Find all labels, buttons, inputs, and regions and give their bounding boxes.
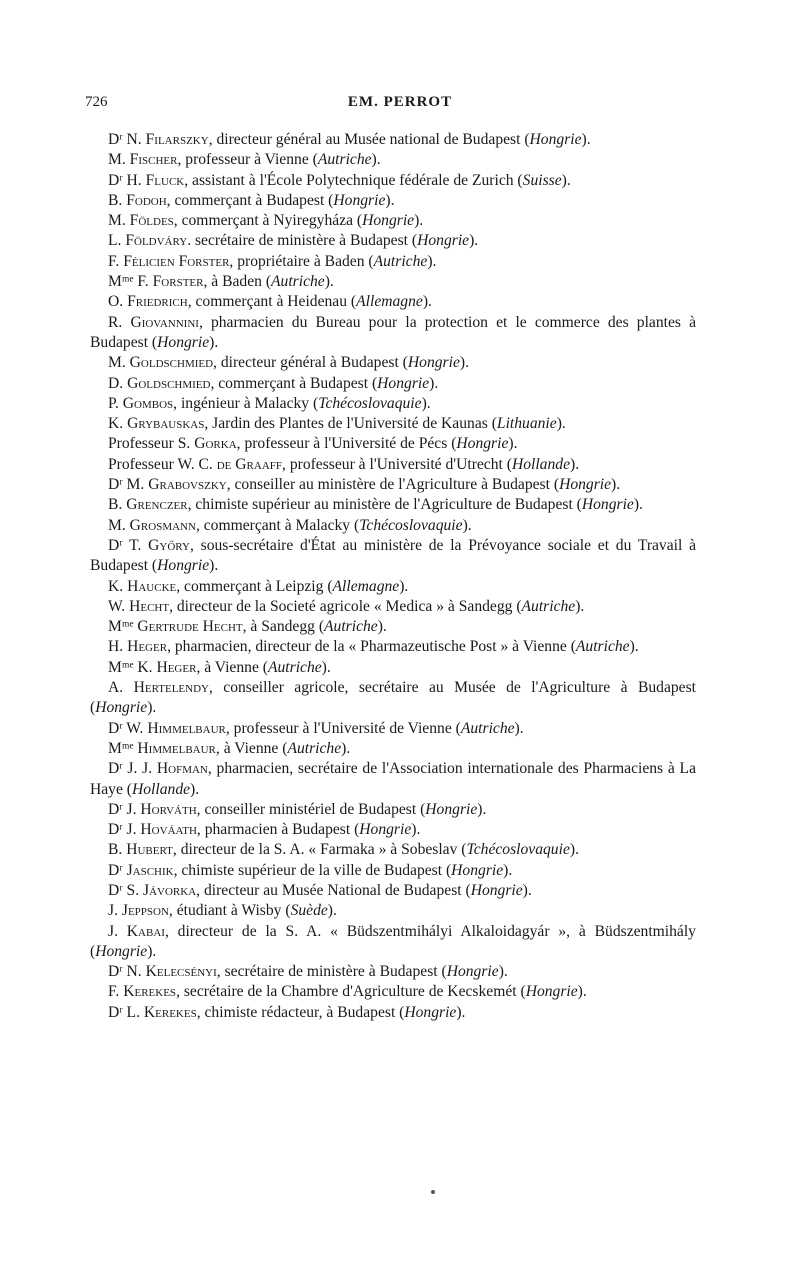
entry-punctuation: ). — [522, 881, 532, 899]
member-name: Kabai — [126, 922, 165, 940]
member-name: Fischer — [129, 151, 178, 169]
member-entry — [90, 637, 696, 657]
member-entry — [90, 719, 696, 739]
member-description: , commerçant à Malacky ( — [195, 516, 360, 534]
member-description: , directeur de la S. A. « Farmaka » à Sobeslav ( — [172, 841, 467, 859]
member-name: de Graaff — [216, 455, 283, 473]
member-title: D. — [108, 374, 124, 392]
member-title: F. — [108, 252, 120, 270]
member-name: Jeppson — [121, 902, 169, 920]
member-country: Hongrie — [425, 800, 478, 818]
entry-punctuation: ). — [514, 719, 524, 737]
member-country: Hongrie — [446, 963, 499, 981]
member-country: Hongrie — [470, 881, 523, 899]
member-entry — [90, 231, 696, 251]
member-description: , chimiste supérieur au ministère de l'Agriculture de Budapest ( — [187, 496, 582, 514]
entry-punctuation: ). — [569, 841, 579, 859]
member-country: Tchécoslovaquie — [318, 394, 422, 412]
member-country: Hongrie — [95, 942, 148, 960]
entry-punctuation: ). — [508, 435, 518, 453]
member-entry — [90, 800, 696, 820]
member-name: Grabovszky — [148, 476, 227, 494]
member-entry — [90, 475, 696, 495]
member-title: W. — [108, 597, 126, 615]
member-description: , chimiste supérieur de la ville de Budapest ( — [173, 861, 452, 879]
member-name: Kerekes — [143, 1003, 197, 1021]
member-title: Professeur S. — [108, 435, 191, 453]
member-title: Mᵐᵉ F. — [108, 273, 149, 291]
member-description: , pharmacien, secrétaire de l'Association internationale des Pharmaciens à La Haye ( — [90, 760, 696, 798]
entry-punctuation: ). — [498, 963, 508, 981]
member-country: Autriche — [271, 273, 325, 291]
member-title: L. — [108, 232, 122, 250]
entry-punctuation: ). — [429, 374, 439, 392]
member-title: M. — [108, 212, 126, 230]
entry-punctuation: ). — [456, 1003, 466, 1021]
member-entry — [90, 658, 696, 678]
member-name: Himmelbaur — [147, 719, 226, 737]
member-name: Hofman — [156, 760, 208, 778]
member-entry — [90, 922, 696, 963]
entry-punctuation: ). — [570, 455, 580, 473]
member-entry — [90, 272, 696, 292]
member-country: Hollande — [132, 780, 191, 798]
member-entry — [90, 861, 696, 881]
member-entry — [90, 840, 696, 860]
member-country: Hongrie — [404, 1003, 457, 1021]
member-country: Hongrie — [407, 354, 460, 372]
member-description: , directeur de la S. A. « Büdszentmihályi Alkaloidagyár », à Büdszentmihály ( — [90, 922, 696, 960]
member-entry — [90, 130, 696, 150]
member-name: Fluck — [145, 171, 185, 189]
member-list — [90, 130, 696, 1023]
member-name: Földváry — [125, 232, 188, 250]
member-description: , conseiller au ministère de l'Agriculture à Budapest ( — [226, 476, 560, 494]
member-entry — [90, 962, 696, 982]
entry-punctuation: ). — [209, 333, 219, 351]
member-title: Dʳ J. — [108, 800, 137, 818]
member-title: Dʳ W. — [108, 719, 144, 737]
member-country: Autriche — [324, 618, 378, 636]
entry-punctuation: ). — [399, 577, 409, 595]
member-entry — [90, 597, 696, 617]
member-country: Autriche — [460, 719, 515, 737]
member-entry — [90, 191, 696, 211]
member-title: B. — [108, 191, 123, 209]
entry-punctuation: ). — [633, 496, 643, 514]
member-title: Dʳ N. — [108, 131, 142, 148]
member-name: Jaschik — [126, 861, 174, 879]
member-name: Horváth — [140, 800, 197, 818]
member-title: A. — [108, 679, 124, 697]
member-title: O. — [108, 293, 124, 311]
member-entry — [90, 495, 696, 515]
member-name: Grybauskas — [127, 415, 205, 433]
entry-punctuation: ). — [561, 171, 571, 189]
member-title: M. — [108, 354, 126, 372]
entry-punctuation: ). — [341, 739, 351, 757]
member-name: Hertelendy — [133, 679, 209, 697]
entry-punctuation: ). — [421, 394, 431, 412]
member-entry — [90, 739, 696, 759]
member-entry — [90, 678, 696, 719]
member-title: K. — [108, 577, 124, 595]
member-description: , professeur à Vienne ( — [177, 151, 318, 169]
member-description: , secrétaire de ministère à Budapest ( — [216, 963, 447, 981]
member-title: M. — [108, 151, 126, 169]
member-entry — [90, 901, 696, 921]
member-country: Autriche — [575, 638, 630, 656]
member-title: B. — [108, 496, 123, 514]
member-country: Tchécoslovaquie — [359, 516, 463, 534]
member-entry — [90, 150, 696, 170]
entry-punctuation: ). — [503, 861, 513, 879]
member-description: , directeur au Musée National de Budapest ( — [196, 881, 471, 899]
member-entry — [90, 313, 696, 354]
member-description: , sous-secrétaire d'État au ministère de la Prévoyance sociale et du Travail à Budapest ( — [90, 536, 696, 575]
member-description: , pharmacien du Bureau pour la protection et le commerce des plantes à Budapest ( — [90, 313, 696, 351]
member-country: Autriche — [267, 658, 322, 676]
entry-punctuation: ). — [611, 476, 621, 494]
member-title: J. — [108, 902, 118, 920]
member-description: , secrétaire de la Chambre d'Agriculture de Kecskemét ( — [176, 983, 526, 1001]
member-entry — [90, 577, 696, 597]
member-name: Filarszky — [145, 131, 209, 148]
member-description: , ingénieur à Malacky ( — [173, 394, 319, 412]
member-title: Dʳ N. — [108, 963, 142, 981]
member-description: , à Baden ( — [203, 273, 272, 291]
member-name: Heger — [127, 638, 168, 656]
entry-punctuation: ). — [190, 780, 200, 798]
member-country: Lithuanie — [496, 415, 557, 433]
member-description: , conseiller agricole, secrétaire au Musée de l'Agriculture à Budapest ( — [90, 679, 696, 717]
member-entry — [90, 516, 696, 536]
member-country: Autriche — [287, 739, 342, 757]
member-title: Dʳ S. — [108, 881, 140, 899]
member-title: P. — [108, 394, 119, 412]
member-name: Friedrich — [127, 293, 188, 311]
member-name: Győry — [148, 536, 190, 554]
member-name: Gertrude Hecht — [137, 618, 243, 636]
member-title: Mᵐᵉ K. — [108, 658, 153, 676]
member-entry — [90, 353, 696, 373]
member-name: Grenczer — [126, 496, 188, 514]
page-mark — [431, 1190, 435, 1194]
member-name: Jávorka — [143, 881, 197, 899]
member-title: Dʳ M. — [108, 476, 145, 494]
member-name: Goldschmied — [129, 354, 214, 372]
entry-punctuation: ). — [371, 151, 381, 169]
member-description: , assistant à l'École Polytechnique fédérale de Zurich ( — [184, 171, 523, 189]
member-entry — [90, 455, 696, 475]
member-country: Hongrie — [157, 333, 210, 351]
member-country: Hongrie — [525, 983, 578, 1001]
member-country: Allemagne — [356, 293, 423, 311]
member-name: Haucke — [127, 577, 177, 595]
member-country: Autriche — [521, 597, 576, 615]
member-name: Kelecsényi — [145, 963, 217, 981]
entry-punctuation: ). — [147, 942, 157, 960]
member-entry — [90, 211, 696, 231]
member-title: Dʳ L. — [108, 1003, 140, 1021]
member-description: , propriétaire à Baden ( — [229, 252, 374, 270]
member-name: Heger — [156, 658, 197, 676]
member-name: Hubert — [126, 841, 173, 859]
member-description: , commerçant à Nyiregyháza ( — [173, 212, 363, 230]
member-title: K. — [108, 415, 124, 433]
member-entry — [90, 252, 696, 272]
member-description: , directeur de la Societé agricole « Medica » à Sandegg ( — [169, 597, 522, 615]
member-title: Dʳ — [108, 861, 123, 879]
member-country: Hongrie — [581, 496, 634, 514]
entry-punctuation: ). — [556, 415, 566, 433]
member-description: , à Vienne ( — [215, 739, 288, 757]
member-entry — [90, 394, 696, 414]
member-title: Dʳ J. — [108, 821, 137, 839]
member-description: , chimiste rédacteur, à Budapest ( — [196, 1003, 405, 1021]
member-name: Gorka — [194, 435, 237, 453]
member-title: J. — [108, 922, 118, 940]
member-name: Kerekes — [123, 983, 177, 1001]
page-number: 726 — [85, 94, 108, 110]
member-title: Mᵐᵉ — [108, 739, 134, 757]
member-country: Allemagne — [332, 577, 400, 595]
member-description: , directeur général au Musée national de Budapest ( — [208, 131, 530, 148]
entry-punctuation: ). — [377, 618, 387, 636]
member-name: Gombos — [122, 394, 174, 412]
member-description: , à Vienne ( — [196, 658, 268, 676]
member-name: Hecht — [129, 597, 170, 615]
entry-punctuation: ). — [411, 821, 421, 839]
member-entry — [90, 820, 696, 840]
member-country: Hongrie — [451, 861, 504, 879]
member-country: Hongrie — [333, 191, 386, 209]
member-title: Mᵐᵉ — [108, 618, 134, 636]
member-description: , commerçant à Heidenau ( — [187, 293, 357, 311]
entry-punctuation: ). — [629, 638, 639, 656]
member-country: Suède — [290, 902, 328, 920]
member-description: , conseiller ministériel de Budapest ( — [196, 800, 426, 818]
member-title: Dʳ H. — [108, 171, 142, 189]
entry-punctuation: ). — [327, 902, 337, 920]
member-description: , à Sandegg ( — [242, 618, 325, 636]
member-description: , commerçant à Leipzig ( — [176, 577, 333, 595]
member-entry — [90, 374, 696, 394]
member-entry — [90, 434, 696, 454]
member-country: Tchécoslovaquie — [466, 841, 570, 859]
running-head: EM. PERROT — [347, 94, 453, 110]
member-entry — [90, 292, 696, 312]
member-entry — [90, 759, 696, 800]
entry-punctuation: ). — [414, 212, 424, 230]
member-title: H. — [108, 638, 124, 656]
entry-punctuation: ). — [459, 354, 469, 372]
entry-punctuation: ). — [422, 293, 432, 311]
member-name: Goldschmied — [127, 374, 211, 392]
member-country: Hongrie — [359, 821, 412, 839]
member-title: Dʳ T. — [108, 536, 142, 554]
member-entry — [90, 1003, 696, 1023]
entry-punctuation: ). — [477, 800, 487, 818]
member-country: Autriche — [317, 151, 372, 169]
member-description: . secrétaire de ministère à Budapest ( — [187, 232, 418, 250]
entry-punctuation: ). — [581, 131, 591, 148]
member-name: Himmelbaur — [137, 739, 216, 757]
member-country: Suisse — [522, 171, 562, 189]
member-name: Giovannini — [130, 313, 199, 331]
member-title: Dʳ J. J. — [108, 760, 153, 778]
member-entry — [90, 414, 696, 434]
entry-punctuation: ). — [469, 232, 479, 250]
member-name: Forster — [152, 273, 204, 291]
member-entry — [90, 171, 696, 191]
entry-punctuation: ). — [575, 597, 585, 615]
member-country: Hongrie — [417, 232, 470, 250]
member-name: Fodoh — [126, 191, 167, 209]
member-country: Hongrie — [456, 435, 509, 453]
member-entry — [90, 881, 696, 901]
member-country: Hongrie — [377, 374, 430, 392]
entry-punctuation: ). — [385, 191, 395, 209]
entry-punctuation: ). — [324, 273, 334, 291]
member-title: M. — [108, 516, 126, 534]
member-title: B. — [108, 841, 123, 859]
member-entry — [90, 536, 696, 577]
member-name: Földes — [129, 212, 174, 230]
member-description: , pharmacien, directeur de la « Pharmazeutische Post » à Vienne ( — [167, 638, 576, 656]
member-name: Grosmann — [129, 516, 196, 534]
member-description: , professeur à l'Université de Vienne ( — [225, 719, 461, 737]
member-title: Professeur W. C. — [108, 455, 213, 473]
entry-punctuation: ). — [577, 983, 587, 1001]
member-description: , commerçant à Budapest ( — [166, 191, 334, 209]
entry-punctuation: ). — [427, 252, 437, 270]
member-description: , pharmacien à Budapest ( — [196, 821, 360, 839]
entry-punctuation: ). — [462, 516, 472, 534]
entry-punctuation: ). — [321, 658, 331, 676]
member-title: R. — [108, 313, 123, 331]
member-description: , directeur général à Budapest ( — [213, 354, 408, 372]
member-description: , étudiant à Wisby ( — [168, 902, 291, 920]
member-country: Hongrie — [157, 557, 210, 575]
member-country: Hollande — [511, 455, 570, 473]
entry-punctuation: ). — [209, 557, 219, 575]
member-name: Hováath — [140, 821, 197, 839]
member-country: Hongrie — [362, 212, 415, 230]
entry-punctuation: ). — [147, 699, 157, 717]
member-entry — [90, 982, 696, 1002]
member-country: Hongrie — [529, 131, 582, 148]
member-entry — [90, 617, 696, 637]
member-description: , professeur à l'Université de Pécs ( — [236, 435, 457, 453]
member-country: Hongrie — [95, 699, 148, 717]
member-name: Félicien Forster — [123, 252, 230, 270]
member-country: Hongrie — [559, 476, 612, 494]
member-description: , commerçant à Budapest ( — [210, 374, 378, 392]
member-description: , Jardin des Plantes de l'Université de Kaunas ( — [204, 415, 497, 433]
member-description: , professeur à l'Université d'Utrecht ( — [282, 455, 512, 473]
member-country: Autriche — [373, 252, 428, 270]
member-title: F. — [108, 983, 120, 1001]
